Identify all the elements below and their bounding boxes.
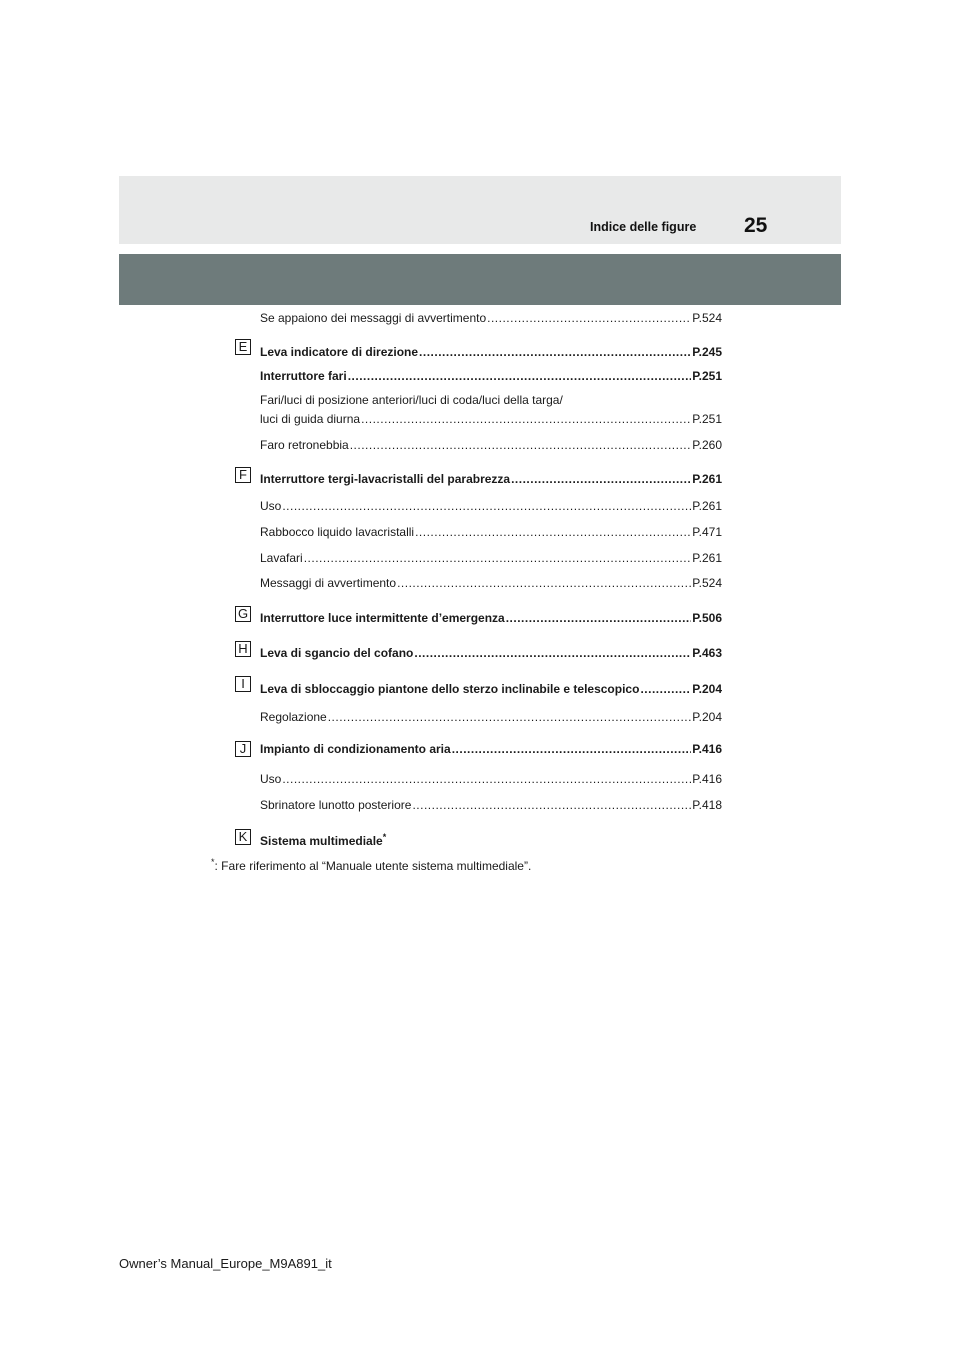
entry-page: P.261 xyxy=(692,499,722,513)
entry-label: Lavafari xyxy=(260,551,303,565)
index-entry xyxy=(260,311,722,326)
entry-page: P.251 xyxy=(692,369,722,383)
entry-label: Faro retronebbia xyxy=(260,438,349,452)
header-bar xyxy=(119,254,841,305)
index-entry xyxy=(260,369,722,384)
entry-page: P.260 xyxy=(692,438,722,452)
callout-letter: F xyxy=(235,467,251,483)
entry-page: P.471 xyxy=(692,525,722,539)
callout-letter: K xyxy=(235,829,251,845)
entry-label: Messaggi di avvertimento xyxy=(260,576,397,590)
index-entry xyxy=(260,576,722,591)
index-entry xyxy=(260,412,722,427)
index-entry xyxy=(260,438,722,453)
entry-page: P.251 xyxy=(692,412,722,426)
entry-label: luci di guida diurna xyxy=(260,412,361,426)
index-entry xyxy=(260,499,722,514)
entry-label: Sbrinatore lunotto posteriore xyxy=(260,798,412,812)
index-entry xyxy=(260,611,722,626)
page-number: 25 xyxy=(744,214,768,237)
entry-label-line: Fari/luci di posizione anteriori/luci di coda/luci della targa/ xyxy=(260,393,563,407)
footer-manual-id: Owner’s Manual_Europe_M9A891_it xyxy=(119,1256,332,1271)
entry-label: Sistema multimediale xyxy=(260,834,383,848)
footnote xyxy=(211,857,531,873)
entry-page: P.245 xyxy=(692,345,722,359)
index-entry xyxy=(260,772,722,787)
header-band xyxy=(119,176,841,244)
index-entry xyxy=(260,472,722,487)
entry-page: P.261 xyxy=(692,472,722,486)
callout-letter: J xyxy=(235,741,251,757)
index-entry xyxy=(260,646,722,661)
entry-page: P.418 xyxy=(692,798,722,812)
entry-page: P.416 xyxy=(692,742,722,756)
entry-label: Leva indicatore di direzione xyxy=(260,345,419,359)
index-entry xyxy=(260,710,722,725)
callout-letter: H xyxy=(235,641,251,657)
entry-page: P.416 xyxy=(692,772,722,786)
entry-label: Interruttore fari xyxy=(260,369,347,383)
entry-label: Uso xyxy=(260,772,282,786)
index-entry xyxy=(260,798,722,813)
entry-page: P.506 xyxy=(692,611,722,625)
entry-page: P.204 xyxy=(692,682,722,696)
index-entry xyxy=(260,345,722,360)
entry-label: Se appaiono dei messaggi di avvertimento xyxy=(260,311,487,325)
entry-label: Regolazione xyxy=(260,710,327,724)
section-title: Indice delle figure xyxy=(590,220,697,234)
entry-page: P.261 xyxy=(692,551,722,565)
entry-label: Rabbocco liquido lavacristalli xyxy=(260,525,415,539)
callout-letter: E xyxy=(235,339,251,355)
entry-page: P.463 xyxy=(692,646,722,660)
index-entry xyxy=(260,830,386,849)
index-entry xyxy=(260,742,722,757)
entry-page: P.524 xyxy=(692,311,722,325)
footnote-mark: * xyxy=(382,832,387,842)
callout-letter: I xyxy=(235,676,251,692)
entry-label: Uso xyxy=(260,499,282,513)
index-entry xyxy=(260,682,722,697)
entry-page: P.524 xyxy=(692,576,722,590)
entry-label: Leva di sbloccaggio piantone dello sterzo inclinabile e telescopico xyxy=(260,682,640,696)
entry-label: Leva di sgancio del cofano xyxy=(260,646,414,660)
callout-letter: G xyxy=(235,606,251,622)
entry-label: Impianto di condizionamento aria xyxy=(260,742,451,756)
footnote-mark: * xyxy=(211,857,215,867)
entry-label: Interruttore tergi-lavacristalli del parabrezza xyxy=(260,472,511,486)
index-entry xyxy=(260,551,722,566)
entry-label: Interruttore luce intermittente d’emergenza xyxy=(260,611,505,625)
footnote-text: : Fare riferimento al “Manuale utente sistema multimediale”. xyxy=(214,859,532,873)
index-entry xyxy=(260,525,722,540)
entry-page: P.204 xyxy=(692,710,722,724)
